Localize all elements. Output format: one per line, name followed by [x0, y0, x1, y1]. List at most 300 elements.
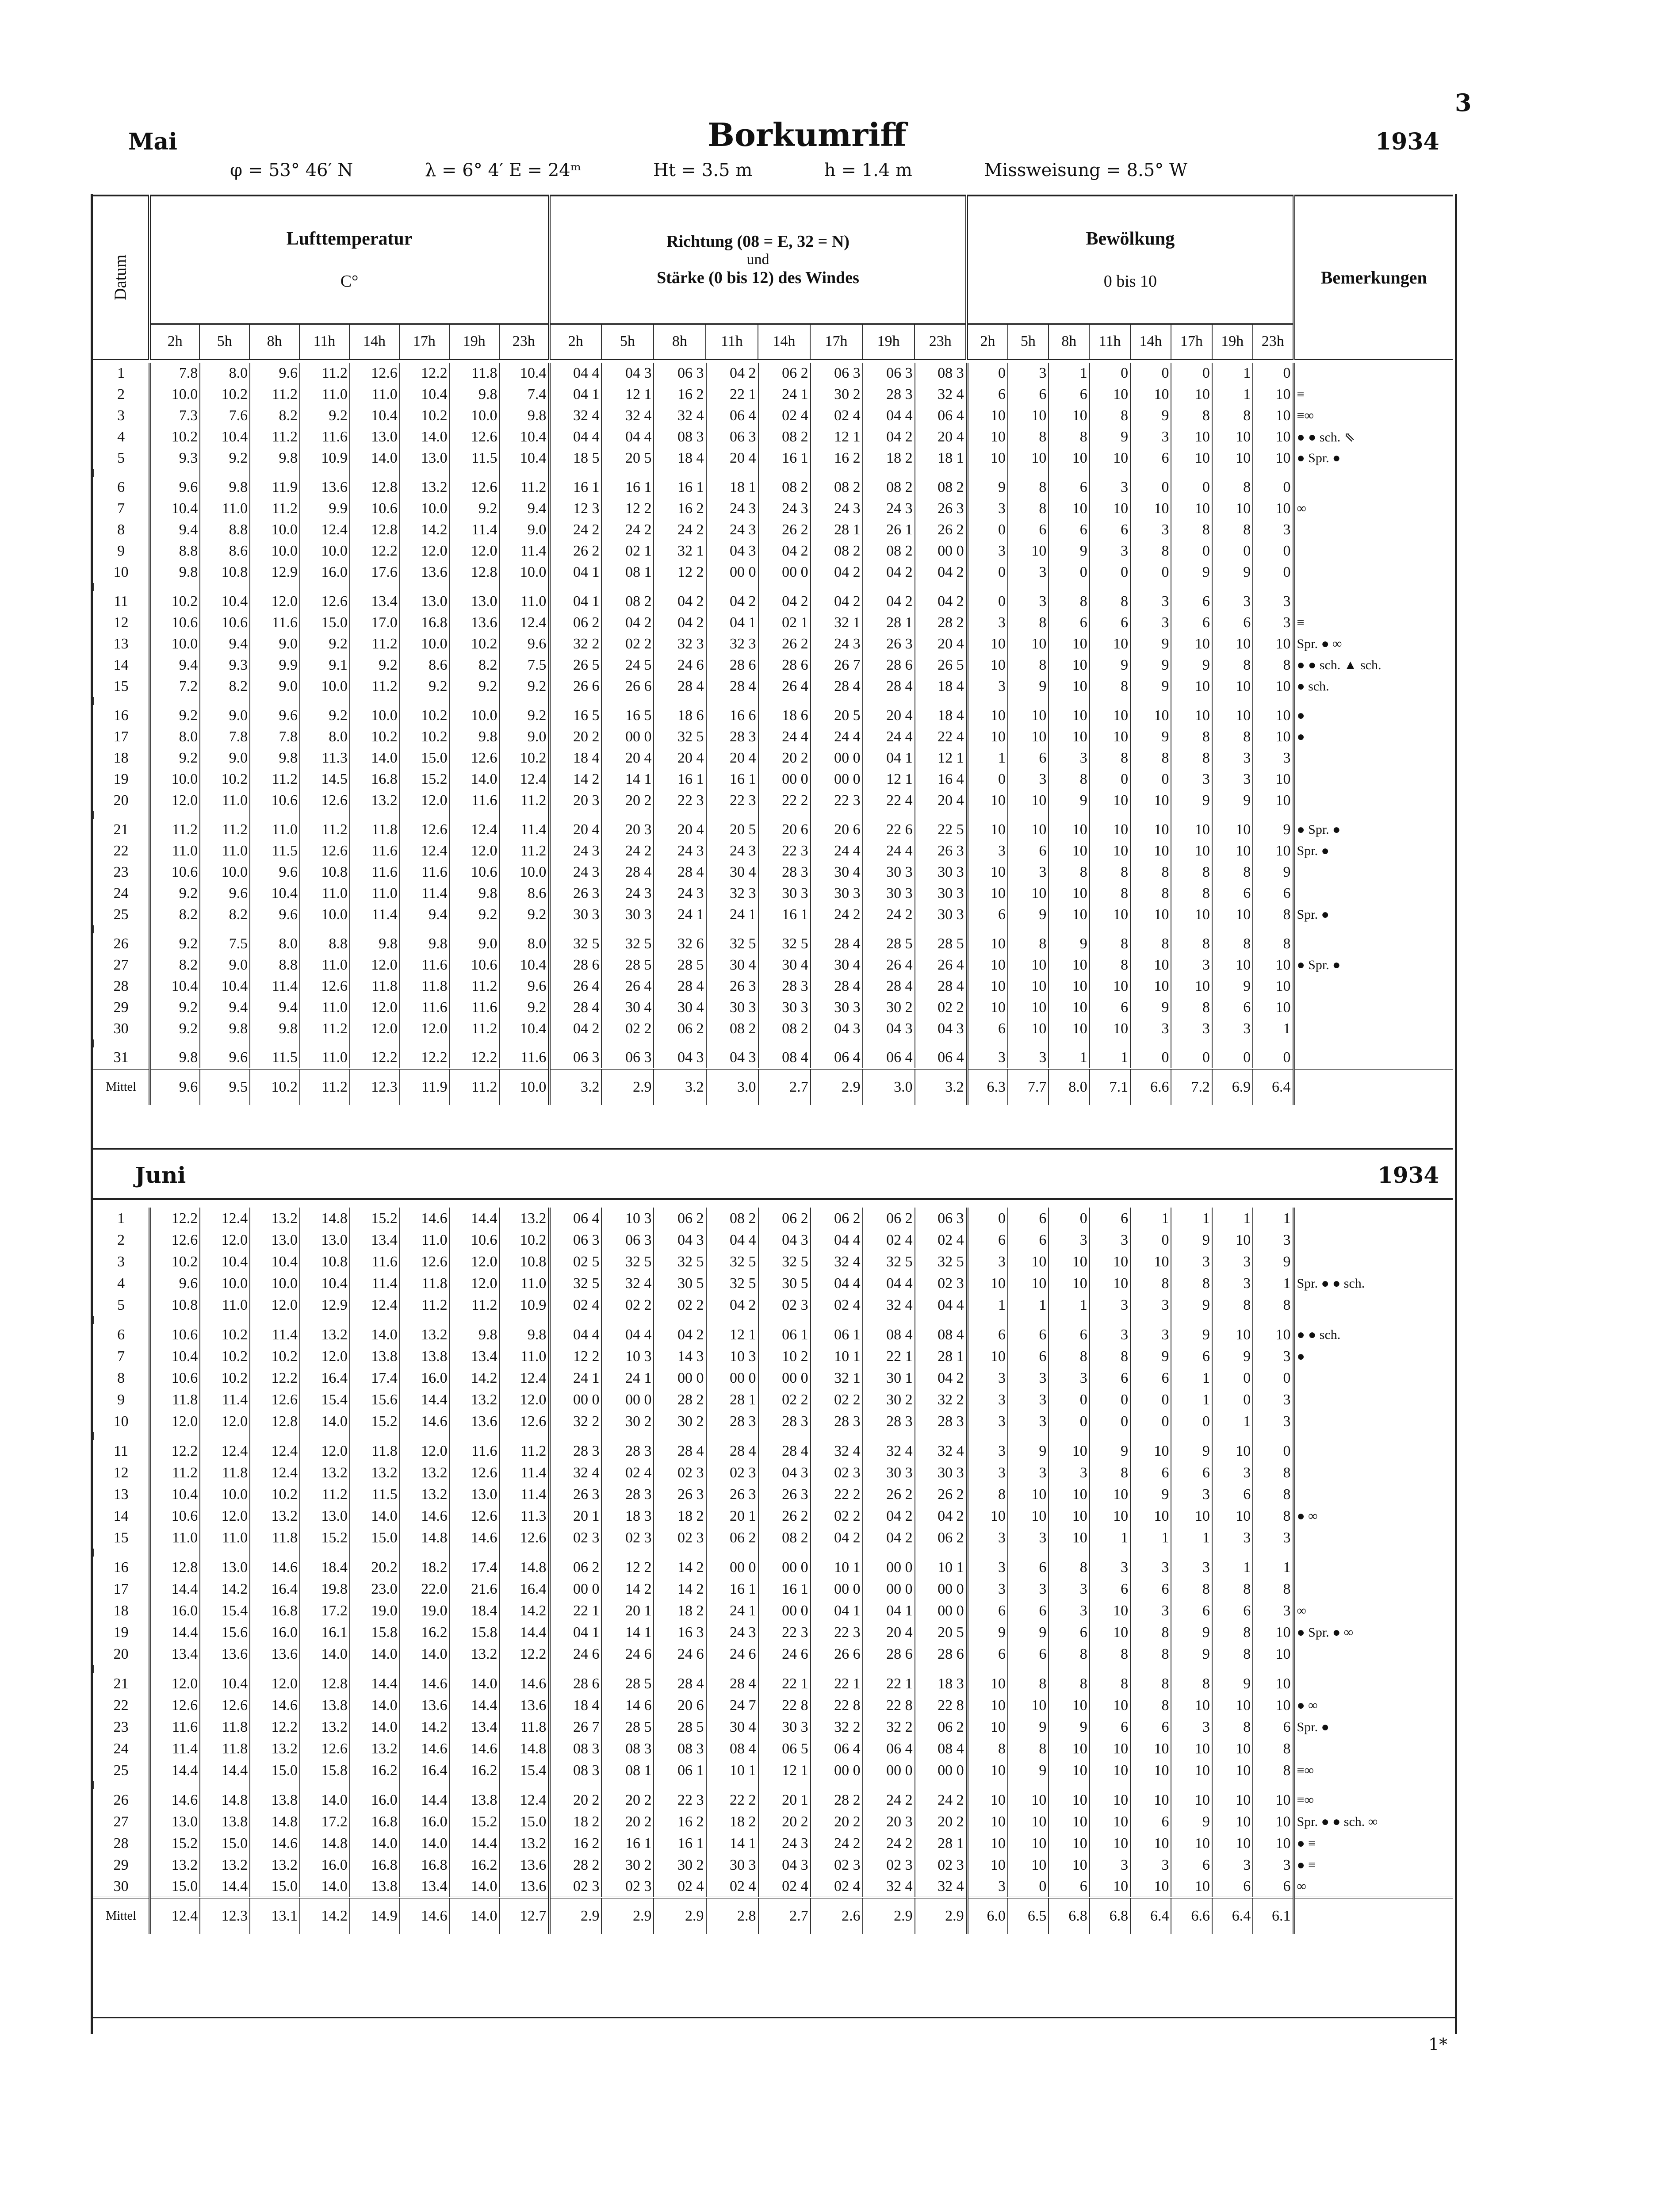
column-header-table	[93, 195, 1453, 360]
value-cell: 8	[1253, 1738, 1293, 1760]
value-cell: 24 4	[811, 840, 863, 862]
value-cell: 13.8	[350, 1876, 400, 1898]
value-cell: 12.4	[500, 612, 550, 633]
value-cell: 11.0	[250, 819, 300, 840]
value-cell: 28 2	[915, 612, 967, 633]
value-cell: 13.0	[450, 591, 500, 612]
value-cell: 32 2	[915, 1389, 967, 1411]
value-cell: 14 2	[549, 769, 601, 790]
value-cell: 6	[1171, 1346, 1212, 1367]
value-cell: 24 6	[601, 1643, 654, 1665]
value-cell: 9	[1171, 1440, 1212, 1462]
day-cell: 18	[113, 750, 129, 766]
value-cell: 10	[1049, 633, 1089, 655]
value-cell: 9	[1090, 426, 1130, 448]
row-gap	[93, 811, 1453, 819]
value-cell: 16.4	[400, 1760, 450, 1781]
value-cell: 6	[1212, 1484, 1253, 1505]
value-cell: 8	[1253, 1484, 1293, 1505]
value-cell: 10	[1253, 498, 1293, 519]
value-cell: 14.0	[350, 1716, 400, 1738]
remark-cell: ● ● sch.	[1294, 1324, 1453, 1346]
value-cell: 10	[1253, 633, 1293, 655]
value-cell: 28 4	[706, 1440, 758, 1462]
value-cell: 28 3	[863, 384, 915, 405]
value-cell: 16.0	[300, 1854, 350, 1876]
value-cell: 30 2	[601, 1854, 654, 1876]
value-cell: 8	[1171, 1578, 1212, 1600]
value-cell: 13.2	[300, 1462, 350, 1484]
value-cell: 04 1	[811, 1600, 863, 1622]
day-cell: 20	[113, 792, 129, 809]
value-cell: 12 2	[601, 1557, 654, 1578]
value-cell: 8	[1171, 997, 1212, 1018]
value-cell: 02 3	[654, 1462, 706, 1484]
value-cell: 08 4	[706, 1738, 758, 1760]
value-cell: 32 4	[549, 1462, 601, 1484]
value-cell: 3	[1212, 1854, 1253, 1876]
value-cell: 8	[1090, 676, 1130, 697]
value-cell: 11.2	[400, 1294, 450, 1316]
remark-cell	[1294, 862, 1453, 883]
value-cell: 10	[1090, 819, 1130, 840]
hour-header-wind-17h: 17h	[810, 324, 862, 359]
value-cell: 6	[1008, 1346, 1049, 1367]
value-cell: 00 0	[811, 1760, 863, 1781]
value-cell: 28 4	[706, 1673, 758, 1695]
remark-cell	[1294, 933, 1453, 955]
value-cell: 12.6	[200, 1695, 250, 1716]
mean-value: 14.6	[400, 1898, 450, 1934]
value-cell: 9	[1212, 976, 1253, 997]
remark-cell	[1294, 591, 1453, 612]
value-cell: 10	[967, 1505, 1008, 1527]
value-cell: 13.2	[500, 1208, 550, 1229]
value-cell: 32 2	[549, 1411, 601, 1432]
table-row	[93, 769, 1453, 790]
row-gap	[93, 697, 1453, 705]
value-cell: 8	[1253, 1578, 1293, 1600]
value-cell: 18 2	[706, 1811, 758, 1833]
value-cell: 22 3	[811, 790, 863, 811]
value-cell: 18 3	[601, 1505, 654, 1527]
table-row	[93, 498, 1453, 519]
value-cell: 8.2	[150, 955, 200, 976]
value-cell: 32 4	[863, 1876, 915, 1898]
value-cell: 04 4	[915, 1294, 967, 1316]
hour-header-cloud-17h: 17h	[1171, 324, 1212, 359]
value-cell: 3	[1212, 769, 1253, 790]
value-cell: 12.0	[400, 1440, 450, 1462]
row-gap	[93, 1665, 1453, 1673]
value-cell: 02 3	[863, 1854, 915, 1876]
value-cell: 10	[967, 633, 1008, 655]
mean-value: 2.9	[863, 1898, 915, 1934]
value-cell: 22 8	[811, 1695, 863, 1716]
value-cell: 24 2	[601, 840, 654, 862]
value-cell: 10	[1008, 1505, 1049, 1527]
value-cell: 22 5	[915, 819, 967, 840]
value-cell: 6	[1212, 1600, 1253, 1622]
value-cell: 8	[1049, 426, 1089, 448]
value-cell: 6	[967, 1229, 1008, 1251]
value-cell: 30 2	[601, 1411, 654, 1432]
value-cell: 3	[1171, 1018, 1212, 1039]
value-cell: 22 1	[706, 384, 758, 405]
value-cell: 9	[1090, 655, 1130, 676]
value-cell: 32 5	[863, 1251, 915, 1273]
value-cell: 20 4	[863, 1622, 915, 1643]
value-cell: 10.0	[300, 904, 350, 925]
value-cell: 10.2	[400, 705, 450, 726]
value-cell: 14.5	[300, 769, 350, 790]
table-row	[93, 363, 1453, 384]
value-cell: 6	[1049, 1876, 1089, 1898]
value-cell: 22 8	[758, 1695, 811, 1716]
hour-header-cloud-2h: 2h	[967, 324, 1007, 359]
value-cell: 13.2	[350, 790, 400, 811]
mean-value: 2.9	[811, 1069, 863, 1105]
day-cell: 11	[114, 1442, 129, 1459]
value-cell: 10	[967, 933, 1008, 955]
value-cell: 02 4	[706, 1876, 758, 1898]
value-cell: 3	[1008, 562, 1049, 583]
value-cell: 6	[1008, 1643, 1049, 1665]
value-cell: 06 3	[706, 426, 758, 448]
value-cell: 11.6	[450, 997, 500, 1018]
value-cell: 02 2	[811, 1389, 863, 1411]
value-cell: 3	[1008, 1389, 1049, 1411]
day-cell: 9	[117, 543, 125, 559]
value-cell: 10	[1253, 448, 1293, 469]
value-cell: 13.6	[500, 1854, 550, 1876]
table-row	[93, 562, 1453, 583]
value-cell: 24 3	[549, 862, 601, 883]
value-cell: 04 3	[601, 363, 654, 384]
value-cell: 04 2	[706, 591, 758, 612]
value-cell: 10.0	[150, 633, 200, 655]
value-cell: 24 6	[654, 1643, 706, 1665]
value-cell: 9	[1130, 633, 1171, 655]
table-row	[93, 519, 1453, 541]
value-cell: 06 4	[811, 1047, 863, 1069]
value-cell: 06 2	[758, 1208, 811, 1229]
value-cell: 9.2	[500, 705, 550, 726]
value-cell: 11.4	[150, 1738, 200, 1760]
table-row	[93, 1018, 1453, 1039]
value-cell: 3	[1090, 541, 1130, 562]
value-cell: 06 4	[811, 1738, 863, 1760]
value-cell: 13.6	[300, 477, 350, 498]
value-cell: 24 7	[706, 1695, 758, 1716]
value-cell: 3	[1008, 1411, 1049, 1432]
value-cell: 02 3	[549, 1876, 601, 1898]
value-cell: 14.6	[450, 1738, 500, 1760]
row-gap	[93, 1039, 1453, 1047]
value-cell: 28 4	[549, 997, 601, 1018]
value-cell: 24 3	[706, 519, 758, 541]
value-cell: 10	[1212, 1695, 1253, 1716]
value-cell: 13.4	[150, 1643, 200, 1665]
value-cell: 14.8	[500, 1557, 550, 1578]
value-cell: 10	[1130, 976, 1171, 997]
value-cell: 11.9	[250, 477, 300, 498]
value-cell: 12.8	[250, 1411, 300, 1432]
value-cell: 10	[1253, 840, 1293, 862]
value-cell: 10	[1130, 384, 1171, 405]
value-cell: 8	[1049, 1673, 1089, 1695]
value-cell: 10	[1090, 840, 1130, 862]
value-cell: 13.2	[400, 1484, 450, 1505]
value-cell: 10.2	[250, 1346, 300, 1367]
value-cell: 14.8	[250, 1811, 300, 1833]
magnetic-declination: Missweisung = 8.5° W	[984, 160, 1188, 180]
value-cell: 9.8	[200, 1018, 250, 1039]
value-cell: 06 3	[601, 1229, 654, 1251]
value-cell: 6	[1008, 1208, 1049, 1229]
value-cell: 12.4	[500, 769, 550, 790]
mean-value: 11.2	[450, 1069, 500, 1105]
value-cell: 9.8	[400, 933, 450, 955]
value-cell: 9.8	[450, 726, 500, 748]
value-cell: 24 3	[706, 840, 758, 862]
day-cell: 18	[113, 1602, 129, 1619]
value-cell: 14.4	[450, 1695, 500, 1716]
value-cell: 13.2	[350, 1462, 400, 1484]
value-cell: 12.6	[450, 477, 500, 498]
remark-cell: Spr. ●	[1294, 840, 1453, 862]
value-cell: 12 1	[863, 769, 915, 790]
value-cell: 9.2	[400, 676, 450, 697]
value-cell: 9.2	[300, 705, 350, 726]
value-cell: 9.8	[200, 477, 250, 498]
value-cell: 9	[1130, 655, 1171, 676]
value-cell: 26 2	[549, 541, 601, 562]
value-cell: 9	[967, 477, 1008, 498]
value-cell: 20 4	[706, 448, 758, 469]
value-cell: 11.5	[350, 1484, 400, 1505]
value-cell: 04 3	[706, 541, 758, 562]
value-cell: 8	[1171, 1273, 1212, 1294]
value-cell: 11.0	[300, 883, 350, 904]
value-cell: 28 3	[601, 1440, 654, 1462]
value-cell: 13.0	[400, 591, 450, 612]
value-cell: 28 6	[706, 655, 758, 676]
value-cell: 3	[967, 1527, 1008, 1549]
value-cell: 11.2	[150, 819, 200, 840]
value-cell: 00 0	[549, 1578, 601, 1600]
value-cell: 14.2	[450, 1367, 500, 1389]
value-cell: 3	[967, 1440, 1008, 1462]
june-title-band	[93, 1148, 1453, 1200]
value-cell: 18 2	[549, 1811, 601, 1833]
value-cell: 10.4	[300, 1273, 350, 1294]
value-cell: 1	[1171, 1367, 1212, 1389]
value-cell: 11.6	[400, 997, 450, 1018]
mean-label: Mittel	[93, 1898, 150, 1934]
value-cell: 12.6	[400, 819, 450, 840]
mean-value: 2.7	[758, 1069, 811, 1105]
value-cell: 9	[1212, 1673, 1253, 1695]
value-cell: 10	[1253, 790, 1293, 811]
value-cell: 20 4	[706, 748, 758, 769]
mean-value: 14.2	[300, 1898, 350, 1934]
value-cell: 12 1	[758, 1760, 811, 1781]
hour-header-wind-5h: 5h	[601, 324, 654, 359]
value-cell: 9.8	[150, 562, 200, 583]
value-cell: 26 6	[601, 676, 654, 697]
day-cell: 15	[113, 1529, 129, 1546]
value-cell: 8	[1253, 1505, 1293, 1527]
value-cell: 02 1	[758, 612, 811, 633]
remark-cell: ●	[1294, 705, 1453, 726]
value-cell: 1	[1253, 1557, 1293, 1578]
value-cell: 3	[1090, 1229, 1130, 1251]
value-cell: 00 0	[601, 1389, 654, 1411]
value-cell: 12.6	[300, 976, 350, 997]
value-cell: 15.4	[500, 1760, 550, 1781]
value-cell: 04 3	[915, 1018, 967, 1039]
value-cell: 3	[967, 1876, 1008, 1898]
value-cell: 11.0	[500, 591, 550, 612]
value-cell: 9.2	[150, 997, 200, 1018]
value-cell: 32 4	[601, 1273, 654, 1294]
value-cell: 10.4	[150, 1346, 200, 1367]
value-cell: 8.0	[300, 726, 350, 748]
remark-cell: ●	[1294, 1346, 1453, 1367]
value-cell: 11.0	[200, 498, 250, 519]
value-cell: 10	[1130, 1251, 1171, 1273]
value-cell: 3	[967, 1389, 1008, 1411]
value-cell: 11.4	[400, 883, 450, 904]
value-cell: 15.6	[350, 1389, 400, 1411]
value-cell: 04 4	[706, 1229, 758, 1251]
value-cell: 12.8	[350, 477, 400, 498]
value-cell: 04 4	[549, 1324, 601, 1346]
value-cell: 26 4	[758, 676, 811, 697]
value-cell: 24 1	[601, 1367, 654, 1389]
value-cell: 10.2	[400, 405, 450, 426]
day-cell: 8	[117, 1369, 125, 1386]
value-cell: 32 5	[654, 1251, 706, 1273]
value-cell: 10	[1049, 1738, 1089, 1760]
value-cell: 04 2	[549, 1018, 601, 1039]
value-cell: 12.9	[250, 562, 300, 583]
value-cell: 11.5	[250, 1047, 300, 1069]
value-cell: 13.2	[200, 1854, 250, 1876]
value-cell: 1	[967, 748, 1008, 769]
value-cell: 15.0	[250, 1760, 300, 1781]
value-cell: 17.6	[350, 562, 400, 583]
value-cell: 28 5	[863, 933, 915, 955]
value-cell: 11.6	[450, 790, 500, 811]
value-cell: 28 4	[654, 676, 706, 697]
value-cell: 30 4	[706, 1716, 758, 1738]
value-cell: 13.0	[350, 426, 400, 448]
remark-cell: ● Spr. ●	[1294, 448, 1453, 469]
value-cell: 9.2	[150, 705, 200, 726]
value-cell: 10.6	[450, 955, 500, 976]
table-row	[93, 1346, 1453, 1367]
day-cell: 23	[113, 864, 129, 880]
value-cell: 13.4	[450, 1346, 500, 1367]
value-cell: 32 1	[811, 1367, 863, 1389]
remarks-header: Bemerkungen	[1294, 196, 1453, 359]
value-cell: 9	[1008, 1760, 1049, 1781]
value-cell: 10.2	[150, 426, 200, 448]
value-cell: 10.0	[200, 862, 250, 883]
value-cell: 8	[1130, 862, 1171, 883]
value-cell: 24 2	[549, 519, 601, 541]
value-cell: 3	[967, 840, 1008, 862]
value-cell: 14.0	[400, 426, 450, 448]
value-cell: 12.0	[250, 1673, 300, 1695]
value-cell: 11.6	[500, 1047, 550, 1069]
value-cell: 11.6	[150, 1716, 200, 1738]
value-cell: 0	[967, 562, 1008, 583]
value-cell: 10	[1049, 976, 1089, 997]
value-cell: 0	[1171, 1411, 1212, 1432]
day-cell: 16	[113, 1559, 129, 1576]
value-cell: 06 3	[915, 1208, 967, 1229]
value-cell: 04 2	[706, 363, 758, 384]
value-cell: 19.8	[300, 1578, 350, 1600]
value-cell: 10.4	[400, 384, 450, 405]
value-cell: 8	[1090, 1673, 1130, 1695]
mean-value: 11.9	[400, 1069, 450, 1105]
value-cell: 24 3	[549, 840, 601, 862]
value-cell: 10.2	[250, 1484, 300, 1505]
value-cell: 24 6	[758, 1643, 811, 1665]
value-cell: 3	[1049, 1600, 1089, 1622]
value-cell: 10.0	[300, 541, 350, 562]
value-cell: 8	[1171, 933, 1212, 955]
value-cell: 7.6	[200, 405, 250, 426]
value-cell: 0	[1130, 363, 1171, 384]
value-cell: 32 4	[654, 405, 706, 426]
value-cell: 10	[1049, 1527, 1089, 1549]
value-cell: 12.6	[500, 1411, 550, 1432]
value-cell: 16.0	[150, 1600, 200, 1622]
value-cell: 22 3	[706, 790, 758, 811]
value-cell: 22 1	[863, 1346, 915, 1367]
value-cell: 00 0	[758, 769, 811, 790]
table-row	[93, 1854, 1453, 1876]
value-cell: 10	[1171, 1505, 1212, 1527]
mean-value: 13.1	[250, 1898, 300, 1934]
value-cell: 04 3	[758, 1229, 811, 1251]
value-cell: 16 4	[915, 769, 967, 790]
value-cell: 20 5	[706, 819, 758, 840]
value-cell: 32 3	[654, 633, 706, 655]
value-cell: 28 4	[706, 676, 758, 697]
value-cell: 08 2	[811, 541, 863, 562]
value-cell: 9	[1008, 676, 1049, 697]
value-cell: 12.0	[200, 1505, 250, 1527]
table-row	[93, 1273, 1453, 1294]
value-cell: 12.6	[450, 748, 500, 769]
day-cell: 2	[117, 1231, 125, 1248]
table-row	[93, 1440, 1453, 1462]
value-cell: 10	[967, 1789, 1008, 1811]
value-cell: 02 4	[811, 1294, 863, 1316]
day-cell: 28	[113, 978, 129, 994]
value-cell: 11.4	[500, 819, 550, 840]
value-cell: 11.2	[350, 633, 400, 655]
value-cell: 10.4	[500, 955, 550, 976]
value-cell: 14.2	[200, 1578, 250, 1600]
value-cell: 18.2	[400, 1557, 450, 1578]
